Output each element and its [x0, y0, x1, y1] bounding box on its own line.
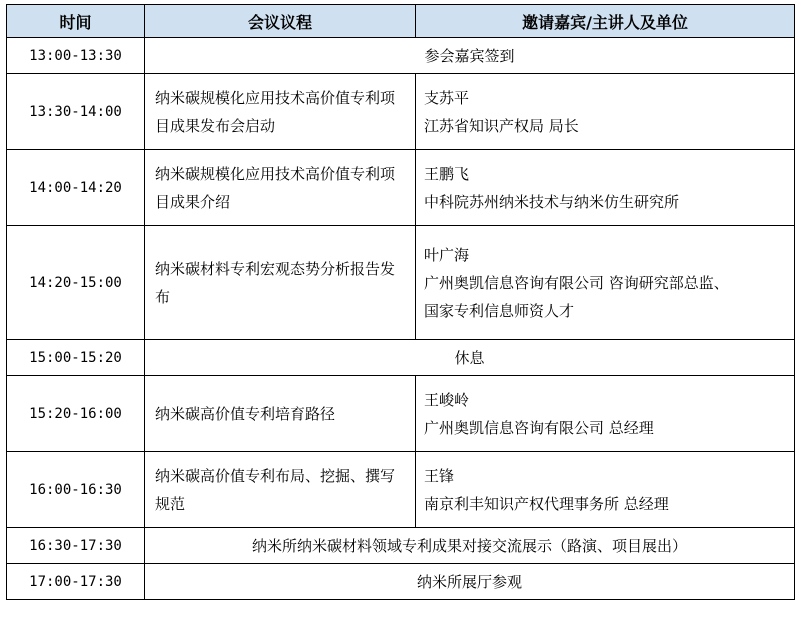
- speaker-org: 中科院苏州纳米技术与纳米仿生研究所: [424, 192, 680, 211]
- header-agenda: 会议议程: [145, 5, 416, 38]
- speaker-org: 国家专利信息师资人才: [424, 301, 575, 320]
- speaker-org: 南京利丰知识产权代理事务所 总经理: [424, 494, 669, 513]
- agenda-cell: [145, 226, 416, 340]
- time-cell: 17:00-17:30: [7, 564, 145, 600]
- header-speaker: 邀请嘉宾/主讲人及单位: [416, 5, 795, 38]
- agenda-text: 纳米碳高价值专利培育路径: [155, 404, 336, 423]
- time-cell: 16:00-16:30: [7, 452, 145, 528]
- agenda-text: 纳米碳规模化应用技术高价值专利项目成果发布会启动: [155, 88, 396, 135]
- time-cell: 13:30-14:00: [7, 74, 145, 150]
- table-row: [7, 452, 795, 528]
- table-row: [7, 74, 795, 150]
- session-cell: 休息: [145, 340, 795, 376]
- speaker-org: 广州奥凯信息咨询有限公司 咨询研究部总监、: [424, 273, 729, 292]
- speaker-cell: [416, 226, 795, 340]
- agenda-cell: [145, 376, 416, 452]
- agenda-table: [6, 4, 795, 600]
- speaker-name: 王峻岭: [424, 390, 470, 409]
- table-row: [7, 340, 795, 376]
- time-cell: 15:00-15:20: [7, 340, 145, 376]
- time-cell: 13:00-13:30: [7, 38, 145, 74]
- speaker-cell: [416, 74, 795, 150]
- speaker-name: 王锋: [424, 466, 455, 485]
- agenda-text: 纳米碳高价值专利布局、挖掘、撰写规范: [155, 466, 396, 513]
- agenda-text: 纳米碳规模化应用技术高价值专利项目成果介绍: [155, 164, 396, 211]
- table-row: [7, 376, 795, 452]
- table-row: [7, 38, 795, 74]
- time-cell: 14:00-14:20: [7, 150, 145, 226]
- table-row: [7, 564, 795, 600]
- speaker-cell: [416, 376, 795, 452]
- speaker-org: 江苏省知识产权局 局长: [424, 116, 579, 135]
- speaker-name: 支苏平: [424, 88, 470, 107]
- session-cell: 纳米所纳米碳材料领域专利成果对接交流展示（路演、项目展出）: [145, 528, 795, 564]
- speaker-name: 叶广海: [424, 245, 470, 264]
- time-cell: 16:30-17:30: [7, 528, 145, 564]
- session-cell: 参会嘉宾签到: [145, 38, 795, 74]
- speaker-name: 王鹏飞: [424, 164, 470, 183]
- time-cell: 14:20-15:00: [7, 226, 145, 340]
- agenda-cell: [145, 74, 416, 150]
- time-cell: 15:20-16:00: [7, 376, 145, 452]
- speaker-cell: [416, 452, 795, 528]
- table-row: [7, 528, 795, 564]
- table-row: [7, 150, 795, 226]
- agenda-text: 纳米碳材料专利宏观态势分析报告发布: [155, 259, 396, 306]
- header-time: 时间: [7, 5, 145, 38]
- speaker-cell: [416, 150, 795, 226]
- agenda-cell: [145, 150, 416, 226]
- speaker-org: 广州奥凯信息咨询有限公司 总经理: [424, 418, 654, 437]
- table-row: [7, 226, 795, 340]
- agenda-cell: [145, 452, 416, 528]
- session-cell: 纳米所展厅参观: [145, 564, 795, 600]
- header-row: [7, 5, 795, 38]
